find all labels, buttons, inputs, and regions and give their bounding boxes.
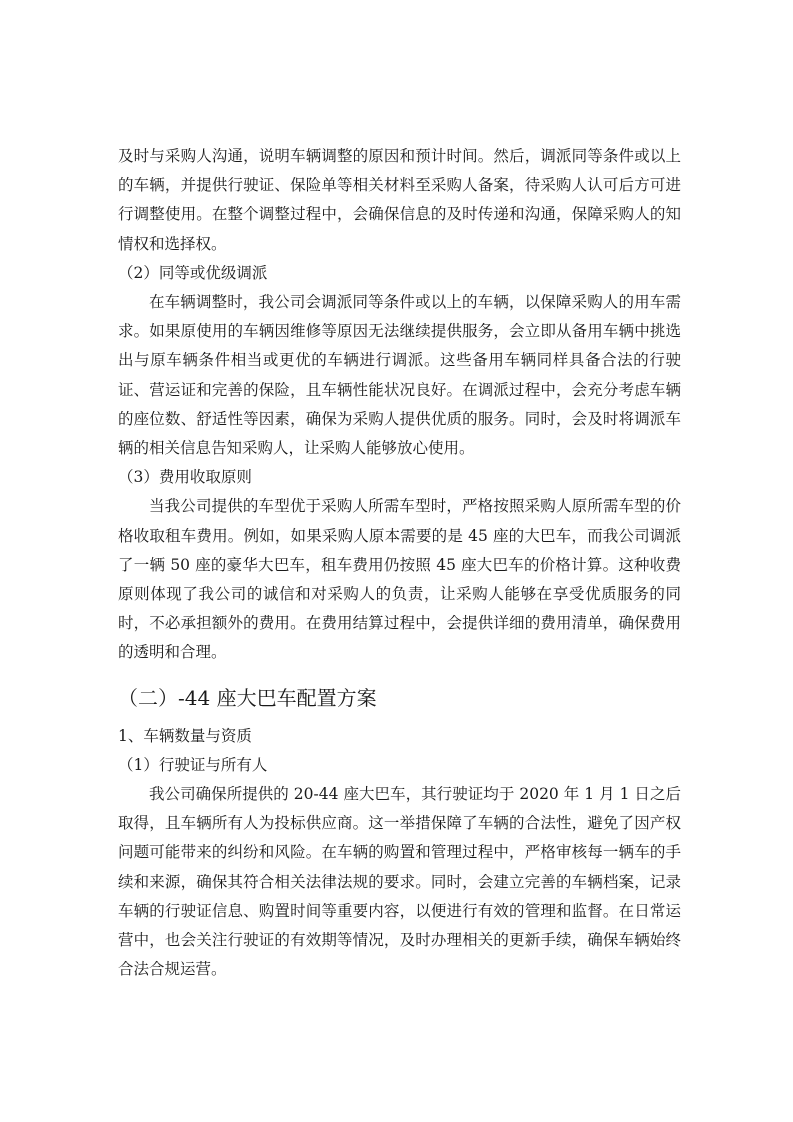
paragraph-continuation: 及时与采购人沟通，说明车辆调整的原因和预计时间。然后，调派同等条件或以上的车辆，并提供行驶证、保险单等相关材料至采购人备案，待采购人认可后方可进行调整使用。在整个调整过程中，会确保信息的及时传递和沟通，保障采购人的知情权和选择权。 [118, 147, 681, 253]
paragraph-dispatch: 在车辆调整时，我公司会调派同等条件或以上的车辆，以保障采购人的用车需求。如果原使用的车辆因维修等原因无法继续提供服务，会立即从备用车辆中挑选出与原车辆条件相当或更优的车辆进行调派。这些备用车辆同样具备合法的行驶证、营运证和完善的保险，且车辆性能状况良好。在调派过程中，会充分考虑车辆的座位数、舒适性等因素，确保为采购人提供优质的服务。同时，会及时将调派车辆的相关信息告知采购人，让采购人能够放心使用。 [118, 293, 681, 458]
subheading-license-owner: （1）行驶证与所有人 [118, 755, 268, 774]
subheading-fee-principle: （3）费用收取原则 [118, 468, 252, 487]
section-heading-44-seat-bus: （二）-44 座大巴车配置方案 [118, 685, 377, 710]
paragraph-license-owner: 我公司确保所提供的 20-44 座大巴车，其行驶证均于 2020 年 1 月 1 日之后取得，且车辆所有人为投标供应商。这一举措保障了车辆的合法性，避免了因产权问题可能带来的纠纷和风险。在车辆的购置和管理过程中，严格审核每一辆车的手续和来源，确保其符合相关法律法规的要求。同时，会建立完善的车辆档案，记录车辆的行驶证信息、购置时间等重要内容，以便进行有效的管理和监督。在日常运营中，也会关注行驶证的有效期等情况，及时办理相关的更新手续，确保车辆始终合法合规运营。 [118, 785, 681, 979]
subheading-equal-or-better-dispatch: （2）同等或优级调派 [118, 263, 268, 282]
document-page [118, 142, 681, 984]
paragraph-fee-principle: 当我公司提供的车型优于采购人所需车型时，严格按照采购人原所需车型的价格收取租车费用。例如，如果采购人原本需要的是 45 座的大巴车，而我公司调派了一辆 50 座的豪华大巴车，租车费用仍按照 45 座大巴车的价格计算。这种收费原则体现了我公司的诚信和对采购人的负责，让采购人能够在享受优质服务的同时，不必承担额外的费用。在费用结算过程中，会提供详细的费用清单，确保费用的透明和合理。 [118, 497, 681, 662]
item-heading-vehicle-quantity: 1、车辆数量与资质 [118, 726, 252, 745]
